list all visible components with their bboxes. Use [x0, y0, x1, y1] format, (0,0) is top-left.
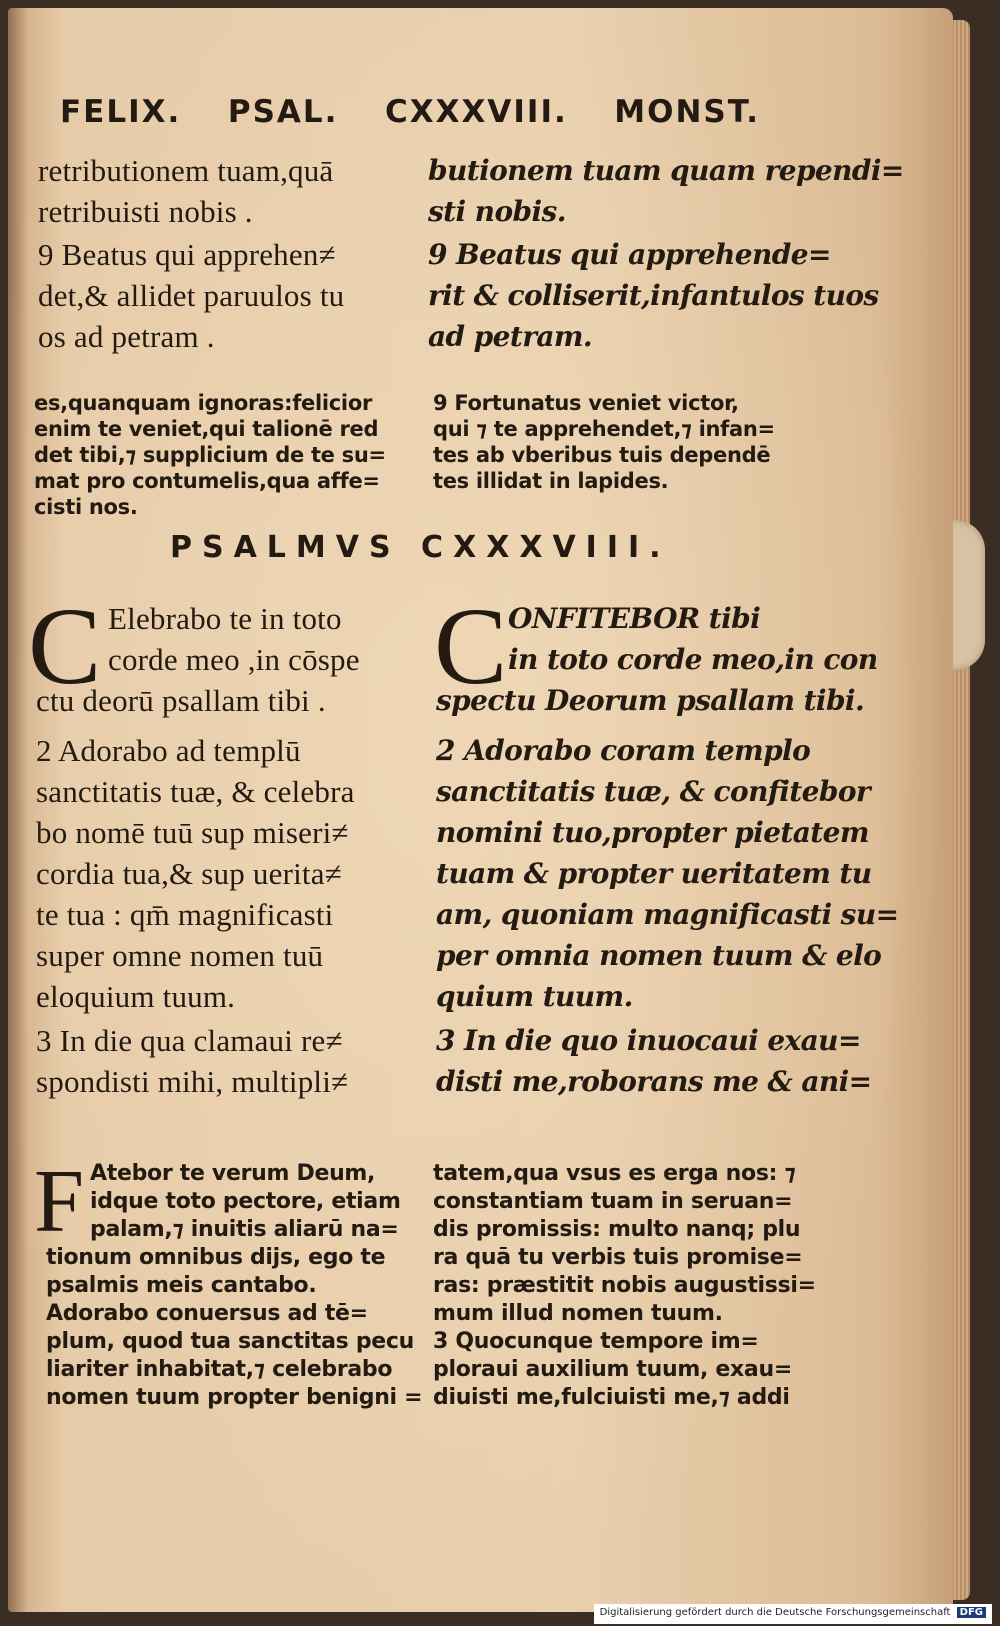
text-line: nomini tuo,propter pietatem	[436, 816, 869, 849]
text-line: 3 Quocunque tempore im=	[433, 1329, 759, 1354]
block3-right	[508, 598, 878, 680]
text-line: 3 In die qua clamaui re≠	[36, 1023, 343, 1058]
dfg-logo: DFG	[957, 1607, 986, 1618]
block4-left	[36, 730, 355, 1017]
text-line: eloquium tuum.	[36, 979, 236, 1014]
text-line: per omnia nomen tuum & elo	[436, 939, 882, 972]
text-line: plum, quod tua sanctitas pecu	[46, 1329, 414, 1354]
block3-left	[108, 598, 360, 680]
text-line: rit & colliserit,infantulos tuos	[428, 279, 879, 312]
commentary2-left	[46, 1244, 422, 1412]
text-line: 2 Adorabo ad templū	[36, 733, 301, 768]
text-line: 9 Beatus qui apprehen≠	[38, 237, 336, 272]
text-line: te tua : qm̄ magnificasti	[36, 897, 334, 932]
text-line: liariter inhabitat,⁊ celebrabo	[46, 1357, 393, 1382]
text-line: tuam & propter ueritatem tu	[436, 857, 872, 890]
text-line: 9 Fortunatus veniet victor,	[433, 391, 739, 415]
header-word: PSAL.	[227, 94, 339, 130]
text-line: sanctitatis tuæ, & confitebor	[436, 775, 871, 808]
text-line: idque toto pectore, etiam	[90, 1189, 401, 1214]
text-line: spondisti mihi, multipli≠	[36, 1064, 349, 1099]
block4-right	[436, 730, 898, 1017]
text-line: ras: præstitit nobis augustissi=	[433, 1273, 816, 1298]
text-line: tes illidat in lapides.	[433, 469, 669, 493]
block3-right-cont	[436, 680, 864, 721]
text-line: det,& allidet paruulos tu	[38, 278, 345, 313]
block1-left	[38, 150, 333, 232]
text-line: qui ⁊ te apprehendet,⁊ infan=	[433, 417, 775, 441]
block2-left	[38, 234, 344, 357]
text-line: mum illud nomen tuum.	[433, 1301, 723, 1326]
text-line: es,quanquam ignoras:felicior	[34, 391, 373, 415]
text-line: in toto corde meo,in con	[508, 643, 878, 676]
header-word: CXXXVIII.	[384, 94, 568, 130]
text-line: os ad petram .	[38, 319, 215, 354]
text-line: nomen tuum propter benigni =	[46, 1385, 423, 1410]
text-line: tionum omnibus dijs, ego te	[46, 1245, 386, 1270]
commentary2-right	[433, 1160, 816, 1412]
commentary2-left-head	[90, 1160, 401, 1244]
text-line: bo nomē tuū sup miseri≠	[36, 815, 349, 850]
text-line: constantiam tuam in seruan=	[433, 1189, 793, 1214]
text-line: psalmis meis cantabo.	[46, 1273, 317, 1298]
text-line: cordia tua,& sup uerita≠	[36, 856, 342, 891]
text-line: quium tuum.	[436, 980, 633, 1013]
text-line: spectu Deorum psallam tibi.	[436, 684, 865, 717]
text-line: am, quoniam magnificasti su=	[436, 898, 899, 931]
digitization-credit	[594, 1604, 992, 1624]
text-line: enim te veniet,qui talionē red	[34, 417, 379, 441]
text-line: sti nobis.	[428, 195, 566, 228]
header-word: FELIX.	[60, 94, 182, 130]
text-line: ctu deorū psallam tibi .	[36, 683, 326, 718]
commentary1-right	[433, 390, 775, 494]
text-line: Atebor te verum Deum,	[90, 1161, 376, 1186]
text-line: disti me,roborans me & ani=	[436, 1065, 872, 1098]
block5-left	[36, 1020, 348, 1102]
text-line: retribuisti nobis .	[38, 194, 253, 229]
drop-cap-commentary: F	[34, 1152, 85, 1251]
text-line: ONFITEBOR tibi	[508, 602, 761, 635]
running-header	[60, 94, 760, 130]
block2-right	[428, 234, 879, 357]
text-line: tes ab vberibus tuis dependē	[433, 443, 771, 467]
text-line: Adorabo conuersus ad tē=	[46, 1301, 368, 1326]
text-line: ploraui auxilium tuum, exau=	[433, 1357, 792, 1382]
commentary1-left	[34, 390, 386, 520]
text-line: 9 Beatus qui apprehende=	[428, 238, 831, 271]
block1-right	[428, 150, 904, 232]
text-line: 2 Adorabo coram templo	[436, 734, 811, 767]
text-line: Elebrabo te in toto	[108, 601, 342, 636]
header-word: MONST.	[614, 94, 760, 130]
text-line: palam,⁊ inuitis aliarū na=	[90, 1217, 399, 1242]
text-line: sanctitatis tuæ, & celebra	[36, 774, 355, 809]
block3-left-cont	[36, 680, 326, 721]
text-line: dis promissis: multo nanq; plu	[433, 1217, 801, 1242]
text-line: 3 In die quo inuocaui exau=	[436, 1024, 861, 1057]
text-line: ra quā tu verbis tuis promise=	[433, 1245, 803, 1270]
text-line: diuisti me,fulciuisti me,⁊ addi	[433, 1385, 790, 1410]
psalm-title: PSALMVS CXXXVIII.	[170, 530, 671, 565]
block5-right	[436, 1020, 872, 1102]
text-line: tatem,qua vsus es erga nos: ⁊	[433, 1161, 796, 1186]
drop-cap-left: C	[28, 585, 102, 707]
text-line: butionem tuam quam rependi=	[428, 154, 904, 187]
text-line: mat pro contumelis,qua affe=	[34, 469, 380, 493]
page-gutter-shadow	[8, 8, 28, 1612]
drop-cap-right: C	[434, 585, 508, 707]
text-line: retributionem tuam,quā	[38, 153, 334, 188]
text-line: cisti nos.	[34, 495, 138, 519]
text-line: ad petram.	[428, 320, 593, 353]
credit-text: Digitalisierung gefördert durch die Deutsche Forschungsgemeinschaft	[599, 1607, 951, 1618]
text-line: super omne nomen tuū	[36, 938, 324, 973]
text-line: det tibi,⁊ supplicium de te su=	[34, 443, 386, 467]
text-line: corde meo ,in cōspe	[108, 642, 360, 677]
